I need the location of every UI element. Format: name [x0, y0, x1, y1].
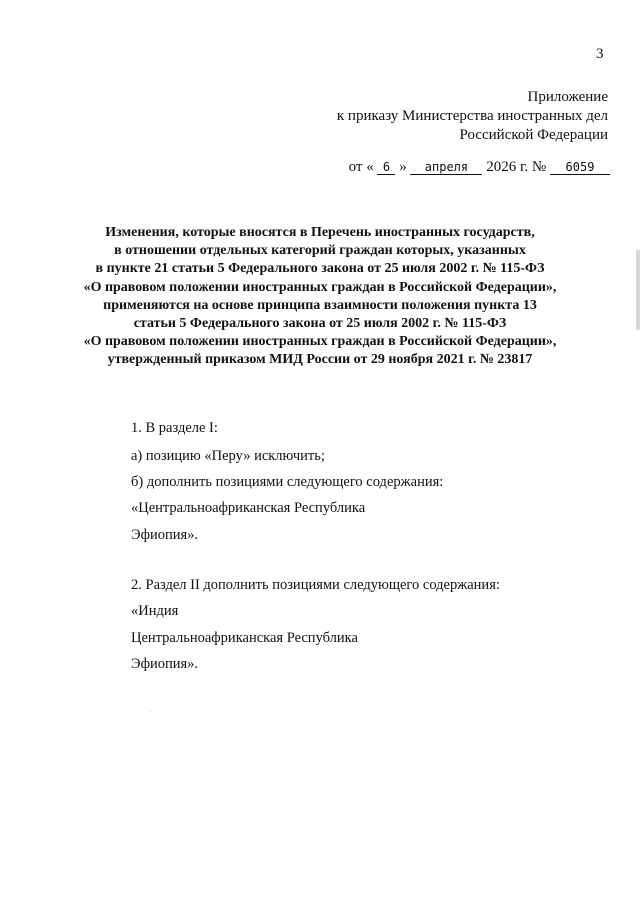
section-1-item-b: б) дополнить позициями следующего содержания:: [131, 474, 444, 490]
section-2-position-1: «Индия: [131, 603, 179, 619]
section-1-heading: 1. В разделе I:: [131, 420, 218, 436]
order-prefix: от «: [348, 159, 374, 175]
title-line-1: Изменения, которые вносятся в Перечень иностранных государств,: [105, 225, 535, 240]
title-line-2: в отношении отдельных категорий граждан которых, указанных: [114, 243, 526, 259]
appendix-block: [337, 88, 608, 145]
appendix-ministry: Российской Федерации: [459, 127, 608, 143]
section-2-position-3: Эфиопия».: [131, 656, 199, 672]
section-2-position-2: Центральноафриканская Республика: [131, 630, 358, 646]
order-month: апреля: [410, 160, 482, 175]
section-1-position-1: «Центральноафриканская Республика: [131, 500, 366, 516]
order-year: 2026 г. №: [486, 159, 547, 175]
title-line-7: «О правовом положении иностранных граждан в Российской Федерации»,: [83, 334, 557, 350]
title-line-4: «О правовом положении иностранных граждан в Российской Федерации»,: [83, 279, 557, 295]
order-day: 6: [377, 160, 395, 175]
title-line-3: в пункте 21 статьи 5 Федерального закона от 25 июля 2002 г. № 115-ФЗ: [95, 261, 545, 277]
order-line: [349, 159, 610, 176]
appendix-reference: к приказу Министерства иностранных дел: [336, 108, 608, 124]
title-line-5: применяются на основе принципа взаимности положения пункта 13: [103, 297, 537, 313]
order-number: 6059: [550, 160, 610, 175]
document-title: [60, 224, 580, 370]
scan-speck: ·: [149, 707, 152, 716]
scan-edge-mark: [636, 250, 640, 330]
section-1-item-a: а) позицию «Перу» исключить;: [131, 448, 325, 464]
appendix-title: Приложение: [527, 89, 608, 105]
order-day-close: »: [399, 159, 407, 175]
section-2-heading: 2. Раздел II дополнить позициями следующего содержания:: [131, 577, 500, 593]
page-number: 3: [596, 46, 604, 62]
title-line-8: утвержденный приказом МИД России от 29 ноября 2021 г. № 23817: [107, 352, 533, 368]
section-1-position-2: Эфиопия».: [131, 527, 199, 543]
title-line-6: статьи 5 Федерального закона от 25 июля 2002 г. № 115-ФЗ: [133, 316, 507, 332]
